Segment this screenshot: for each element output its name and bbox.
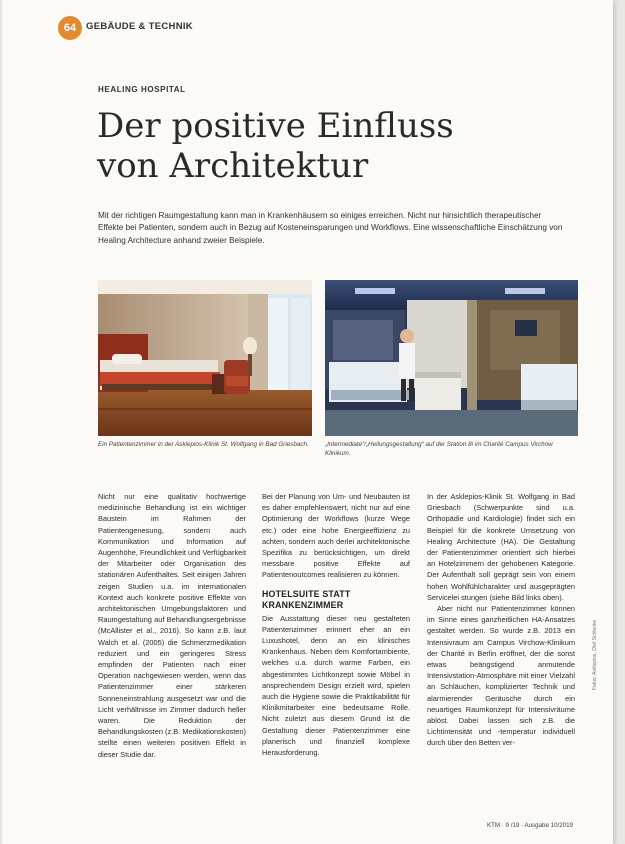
- photo-caption-1: Ein Patientenzimmer in der Asklepios-Klinik St. Wolfgang in Bad Griesbach.: [98, 441, 309, 448]
- paragraph: Aber nicht nur Patientenzimmer können im Sinne eines ganzheitlichen HA-Ansatzes gestaltet werden. So wurde z.B. 2013 ein Intensivraum am Campus Virchow-Klinikum der Charité in Berlin eröffnet, der die sonst etwas beängstigend anmutende Intensivstation-Atmosphäre mit einer Vielzahl an Schläuchen, komplizierter Technik und alarmierender Geräusche durch ein neuartiges Raumkonzept für Intensivräume ablöst. Dabei lassen sich z.B. die Lichtintensität und -temperatur individuell durch über den Betten ver-: [427, 604, 575, 748]
- body-column-2: [262, 491, 410, 758]
- page-footer: KTM · 9 /19 · Ausgabe 10/2019: [487, 822, 573, 829]
- paragraph: Nicht nur eine qualitativ hochwertige medizinische Behandlung ist ein wichtiger Baustein im Rahmen der Patientengenesung, sondern auch Kommunikation und Information auf Augenhöhe, Freundlichkeit und Verfügbarkeit der Mitarbeiter oder Organisation des stationären Aufenthaltes. Seit einigen Jahren zeigen Studien u.a. im internationalen Kontext auch konkrete positive Effekte von architektonischen Umgebungsfaktoren und Raumgestaltung auf Behandlungsergebnisse (McAllister et al., 2016). So kann z.B. laut Walch et al. (2005) die Schmerzmedikation reduziert und ein geringeres Stress empfinden der Patienten nach einer Operation nachgewiesen werden, wenn das Patientenzimmer einer stärkeren Sonneneinstrahlung ausgesetzt war und die Licht verhältnisse im Zimmer dadurch heller waren. Die Reduktion der Behandlungskosten (z.B. Medikationskosten) stellte einen weiteren positiven Effekt in dieser Studie dar.: [98, 492, 246, 759]
- subheading: [262, 589, 410, 611]
- subheading-line-2: KRANKENZIMMER: [262, 599, 344, 610]
- section-label: GEBÄUDE & TECHNIK: [86, 21, 193, 32]
- page-number-badge: 64: [58, 16, 82, 40]
- article-kicker: HEALING HOSPITAL: [98, 85, 186, 94]
- intensive-care-illustration: [325, 280, 578, 436]
- paragraph: In der Asklepios-Klinik St. Wolfgang in Bad Griesbach (Schwerpunkte sind u.a. Orthopädie und Kardiologie) findet sich ein Beispiel für die konkrete Umsetzung von Healing Architecture (HA). Die Gestaltung der Patientenzimmer orientiert sich hierbei an Hotelzimmern der gehobenen Kategorie. Der Aufenthalt soll geprägt sein von einem hohen Wohlfühlcharakter und ausgeprägten Servicelei stungen (siehe Bild links oben).: [427, 492, 575, 602]
- patient-room-illustration: [98, 280, 312, 436]
- photo-intensive-care: [325, 280, 578, 436]
- body-column-3: [427, 491, 575, 749]
- paragraph: Bei der Planung von Um- und Neubauten ist es daher empfehlenswert, nicht nur auf eine Optimierung der Workflows (kurze Wege etc.) oder eine hohe Energieeffizienz zu achten, sondern auch derlei architektonische Spezifika zu berücksichtigen, um direkt messbare positive Effekte auf Patientenoutcomes realisieren zu können.: [262, 492, 410, 580]
- photo-caption-2: „Intermediate“/„Heilungsgestaltung“ auf der Station 8i im Charité Campus Virchow Klinikum.: [325, 441, 553, 457]
- photo-patient-room: [98, 280, 312, 436]
- magazine-page: [2, 0, 613, 844]
- body-column-1: [98, 491, 246, 760]
- paragraph: Die Ausstattung dieser neu gestalteten Patientenzimmer erinnert eher an ein Luxushotel, denn an ein klinisches Krankenhaus. Neben dem Komfortambiente, welches u.a. durch warme Farben, ein abgestimmtes Lichtkonzept sowie Möbel in ansprechendem Design erzielt wird, spielen auch die Hygiene sowie die Praktikabilität für Klinikmitarbeiter eine bedeutsame Rolle. Nicht zuletzt aus diesem Grund ist die Gestaltung dieser Patientenzimmer eine planerisch und finanziell komplexe Herausforderung.: [262, 613, 410, 758]
- article-lead: Mit der richtigen Raumgestaltung kann man in Krankenhäusern so einiges erreichen. Nicht nur hinsichtlich therapeutischer Effekte bei Patienten, sondern auch in Bezug auf Kosteneinsparungen und Workflows. Eine wissenschaftliche Einschätzung von Healing Architecture anhand zweier Beispiele.: [98, 211, 563, 245]
- photo-credit: Fotos: Asklepios, Olaf Schlenke: [592, 619, 598, 690]
- title-line-2: von Architektur: [97, 146, 369, 186]
- article-title: [97, 106, 454, 186]
- title-line-1: Der positive Einfluss: [97, 106, 454, 146]
- subheading-line-1: HOTELSUITE STATT: [262, 588, 351, 599]
